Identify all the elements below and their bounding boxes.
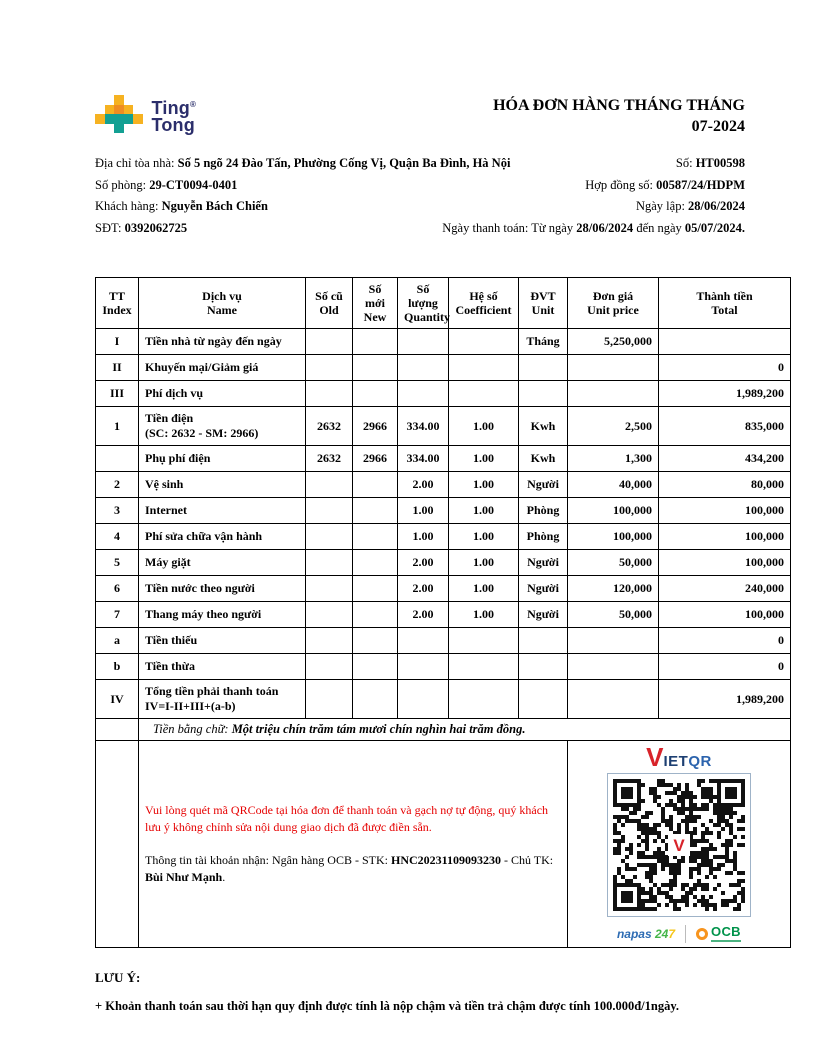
cell-coefficient: 1.00 [449,550,519,576]
table-row-grand-total [96,680,791,719]
cell-coefficient [449,654,519,680]
cell-old [306,680,353,719]
cell-index: I [96,329,139,355]
cell-total: 0 [659,654,791,680]
qr-warning-text: Vui lòng quét mã QRCode tại hóa đơn để thanh toán và gạch nợ tự động, quý khách lưu ý không chỉnh sửa nội dung giao dịch đã được điền sẵn. [145,803,549,834]
cell-new [353,381,398,407]
cell-name: Phụ phí điện [139,446,306,472]
cell-unit: Người [519,550,568,576]
cell-quantity: 334.00 [398,446,449,472]
cell-index: 4 [96,524,139,550]
cell-index: b [96,654,139,680]
registered-mark: ® [189,100,197,109]
cell-quantity: 334.00 [398,407,449,446]
cell-new [353,524,398,550]
cell-index [96,719,139,741]
cell-total: 100,000 [659,498,791,524]
cell-quantity: 2.00 [398,602,449,628]
table-row [96,654,791,680]
cell-name: Internet [139,498,306,524]
cell-total: 1,989,200 [659,680,791,719]
cell-coefficient: 1.00 [449,407,519,446]
cell-coefficient [449,355,519,381]
cell-total: 100,000 [659,550,791,576]
cell-unit: Người [519,576,568,602]
cell-name: Tiền điện (SC: 2632 - SM: 2966) [139,407,306,446]
cell-index: 2 [96,472,139,498]
table-row [96,576,791,602]
cell-index: 5 [96,550,139,576]
cell-total: 80,000 [659,472,791,498]
cell-index: III [96,381,139,407]
cell-quantity [398,355,449,381]
room-number: Số phòng: 29-CT0094-0401 [95,177,238,192]
vietqr-center-mark: V [668,834,690,856]
account-info: Thông tin tài khoản nhận: Ngân hàng OCB - STK: HNC20231109093230 - Chủ TK: Bùi Như Mạnh. [145,853,554,884]
tingtong-logo-text: Ting® Tong [151,98,197,135]
cell-new: 2966 [353,446,398,472]
table-row [96,407,791,446]
cell-coefficient [449,329,519,355]
col-header-unit-price: Đơn giá Unit price [568,278,659,329]
cell-new [353,550,398,576]
payment-period: Ngày thanh toán: Từ ngày 28/06/2024 đến ngày 05/07/2024. [442,220,745,235]
cell-unit-price: 5,250,000 [568,329,659,355]
cell-old: 2632 [306,446,353,472]
col-header-name: Dịch vụ Name [139,278,306,329]
cell-name: Tiền thừa [139,654,306,680]
cell-new [353,602,398,628]
cell-coefficient [449,628,519,654]
cell-name: Phí sửa chữa vận hành [139,524,306,550]
table-row [96,602,791,628]
cell-old [306,498,353,524]
cell-coefficient [449,381,519,407]
col-header-old: Số cũ Old [306,278,353,329]
ocb-ring-icon [696,928,708,940]
cell-old [306,381,353,407]
cell-name: Tiền nhà từ ngày đến ngày [139,329,306,355]
cell-unit: Phòng [519,498,568,524]
invoice-table [95,277,791,948]
cell-unit-price: 50,000 [568,602,659,628]
cell-unit: Người [519,472,568,498]
building-address: Địa chỉ tòa nhà: Số 5 ngõ 24 Đào Tấn, Phường Cống Vị, Quận Ba Đình, Hà Nội [95,156,511,170]
cell-new [353,498,398,524]
cell-old [306,524,353,550]
table-row [96,446,791,472]
cell-old [306,628,353,654]
cell-unit-price [568,654,659,680]
col-header-total: Thành tiền Total [659,278,791,329]
cell-name: Vệ sinh [139,472,306,498]
cell-new [353,654,398,680]
ocb-logo: OCB [696,926,741,942]
cell-quantity [398,381,449,407]
cell-total: 1,989,200 [659,381,791,407]
cell-unit [519,628,568,654]
cell-name: Thang máy theo người [139,602,306,628]
cell-unit-price: 100,000 [568,524,659,550]
cell-quantity [398,680,449,719]
cell-quantity [398,628,449,654]
cell-coefficient: 1.00 [449,498,519,524]
cell-coefficient: 1.00 [449,576,519,602]
cell-total: 0 [659,628,791,654]
cell-quantity: 2.00 [398,550,449,576]
napas-logo: napas 247 [616,926,676,941]
cell-unit-price: 40,000 [568,472,659,498]
footer-note-title: LƯU Ý: [95,970,141,985]
cell-unit-price: 50,000 [568,550,659,576]
payment-partner-logos [574,925,784,943]
contract-number: Hợp đồng số: 00587/24/HDPM [585,177,745,192]
cell-old [306,654,353,680]
cell-new [353,355,398,381]
cell-new [353,680,398,719]
footer [95,970,790,1014]
cell-index [96,741,139,948]
invoice-number: Số: HT00598 [675,156,745,170]
cell-name: Máy giặt [139,550,306,576]
cell-index: II [96,355,139,381]
cell-index: a [96,628,139,654]
table-row [96,498,791,524]
table-row [96,329,791,355]
cell-unit [519,381,568,407]
cell-unit: Kwh [519,446,568,472]
col-header-unit: ĐVT Unit [519,278,568,329]
cell-unit-price: 100,000 [568,498,659,524]
qr-code-box [607,773,751,917]
col-header-coefficient: Hệ số Coefficient [449,278,519,329]
footer-note-line: + Khoản thanh toán sau thời hạn quy định được tính là nộp chậm và tiền trả chậm được tính 100.000đ/1ngày. [95,999,680,1013]
amount-in-words-row [96,719,791,741]
cell-unit: Kwh [519,407,568,446]
customer-phone: SĐT: 0392062725 [95,220,188,235]
cell-unit [519,654,568,680]
cell-index: 1 [96,407,139,446]
header [95,93,790,137]
qr-payment-row [96,741,791,948]
col-header-index: TT Index [96,278,139,329]
cell-new [353,329,398,355]
cell-name: Phí dịch vụ [139,381,306,407]
logo-divider [685,925,686,943]
cell-new [353,472,398,498]
table-row [96,524,791,550]
cell-unit-price [568,381,659,407]
invoice-meta [95,153,790,263]
cell-unit: Người [519,602,568,628]
col-header-new: Số mới New [353,278,398,329]
table-row [96,472,791,498]
cell-total: 100,000 [659,524,791,550]
cell-unit-price: 120,000 [568,576,659,602]
cell-quantity [398,329,449,355]
cell-index: 7 [96,602,139,628]
cell-old [306,602,353,628]
cell-total [659,329,791,355]
payment-instructions [139,741,568,948]
cell-quantity: 1.00 [398,524,449,550]
cell-coefficient: 1.00 [449,472,519,498]
cell-index [96,446,139,472]
table-row [96,355,791,381]
table-row [96,628,791,654]
table-row [96,550,791,576]
cell-old [306,329,353,355]
vietqr-logo: V IET QR [646,742,712,772]
amount-in-words: Tiền bằng chữ: Một triệu chín trăm tám mươi chín nghìn hai trăm đồng. [139,719,791,741]
cell-total: 240,000 [659,576,791,602]
cell-name: Tiền thiếu [139,628,306,654]
cell-new [353,628,398,654]
qr-panel [568,741,791,948]
cell-unit: Phòng [519,524,568,550]
cell-old [306,576,353,602]
issue-date: Ngày lập: 28/06/2024 [635,199,745,213]
cell-index: IV [96,680,139,719]
ocb-tagline [711,940,741,942]
cell-quantity: 1.00 [398,498,449,524]
cell-unit [519,680,568,719]
cell-quantity [398,654,449,680]
cell-old [306,355,353,381]
cell-unit [519,355,568,381]
cell-name: Khuyến mại/Giảm giá [139,355,306,381]
tingtong-logo [95,93,196,134]
cell-index: 6 [96,576,139,602]
cell-total: 835,000 [659,407,791,446]
cell-old [306,472,353,498]
cell-unit-price: 1,300 [568,446,659,472]
cell-coefficient: 1.00 [449,602,519,628]
cell-coefficient: 1.00 [449,446,519,472]
tingtong-logo-icon [95,95,143,133]
cell-total: 434,200 [659,446,791,472]
table-row [96,381,791,407]
cell-unit-price: 2,500 [568,407,659,446]
customer-name: Khách hàng: Nguyễn Bách Chiến [95,199,268,213]
cell-name: Tiền nước theo người [139,576,306,602]
cell-new [353,576,398,602]
cell-unit: Tháng [519,329,568,355]
cell-old: 2632 [306,407,353,446]
cell-index: 3 [96,498,139,524]
cell-total: 0 [659,355,791,381]
col-header-quantity: Số lượng Quantity [398,278,449,329]
table-header-row [96,278,791,329]
cell-unit-price [568,680,659,719]
cell-unit-price [568,628,659,654]
cell-coefficient [449,680,519,719]
cell-name: Tổng tiền phải thanh toán IV=I-II+III+(a-b) [139,680,306,719]
meta-right [375,153,745,239]
cell-coefficient: 1.00 [449,524,519,550]
page-title: HÓA ĐƠN HÀNG THÁNG THÁNG 07-2024 [493,97,745,135]
cell-quantity: 2.00 [398,472,449,498]
cell-total: 100,000 [659,602,791,628]
cell-new: 2966 [353,407,398,446]
cell-old [306,550,353,576]
cell-quantity: 2.00 [398,576,449,602]
cell-unit-price [568,355,659,381]
